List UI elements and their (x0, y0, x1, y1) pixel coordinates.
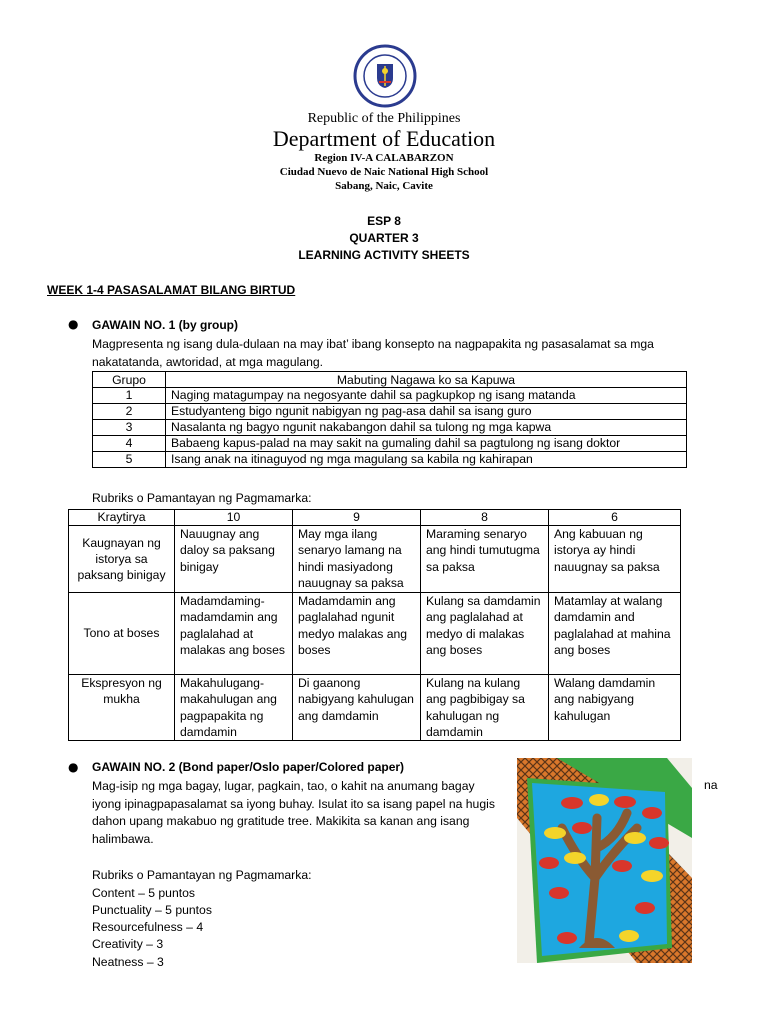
gratitude-tree-image (517, 758, 692, 963)
table-cell: Ekspresyon ng mukha (69, 675, 175, 741)
header-school: Ciudad Nuevo de Naic National High School (279, 166, 489, 178)
criteria-item: Punctuality – 5 puntos (92, 903, 212, 917)
quarter-title: QUARTER 3 (349, 231, 419, 245)
table-header-row (69, 510, 681, 526)
table-cell: 1 (93, 388, 166, 404)
grupo-table (92, 371, 687, 468)
table-header: 10 (175, 510, 293, 526)
table-cell: 4 (93, 436, 166, 452)
gawain1-description: Magpresenta ng isang dula-dulaan na may ibat’ ibang konsepto na nagpapakita ng pasasalamat sa mga nakatatanda, awtoridad, at mga magulang. (92, 337, 654, 369)
table-cell: Maraming senaryo ang hindi tumutugma sa paksa (421, 526, 549, 593)
table-cell: Nasalanta ng bagyo ngunit nakabangon dahil sa tulong ng mga kapwa (166, 420, 687, 436)
criteria-item: Creativity – 3 (92, 937, 164, 951)
table-row (93, 388, 687, 404)
table-header: 6 (549, 510, 681, 526)
table-cell: 2 (93, 404, 166, 420)
week-heading: WEEK 1-4 PASASALAMAT BILANG BIRTUD (47, 283, 296, 297)
table-cell: 5 (93, 452, 166, 468)
table-header: Mabuting Nagawa ko sa Kapuwa (166, 372, 687, 388)
header-location: Sabang, Naic, Cavite (335, 180, 433, 192)
table-cell: Kaugnayan ng istorya sa paksang binigay (69, 526, 175, 593)
table-cell: 3 (93, 420, 166, 436)
gawain2-title: GAWAIN NO. 2 (Bond paper/Oslo paper/Colored paper) (92, 760, 405, 774)
gawain2-trailing-word: na (704, 778, 718, 792)
rubric-label: Rubriks o Pamantayan ng Pagmamarka: (92, 491, 312, 505)
table-row (93, 452, 687, 468)
table-header: Grupo (93, 372, 166, 388)
table-header-row (93, 372, 687, 388)
table-cell: Ang kabuuan ng istorya ay hindi nauugnay sa paksa (549, 526, 681, 593)
header-republic: Republic of the Philippines (307, 111, 461, 126)
header-department: Department of Education (272, 126, 496, 151)
table-cell: Matamlay at walang damdamin and paglalahad at mahina ang boses (549, 593, 681, 675)
table-cell: May mga ilang senaryo lamang na hindi masiyadong nauugnay sa paksa (293, 526, 421, 593)
rubric2-label: Rubriks o Pamantayan ng Pagmamarka: (92, 868, 312, 882)
table-row (69, 675, 681, 741)
criteria-item: Neatness – 3 (92, 955, 164, 969)
criteria-item: Content – 5 puntos (92, 886, 195, 900)
table-header: Kraytirya (69, 510, 175, 526)
table-cell: Madamdaming-madamdamin ang paglalahad at malakas ang boses (175, 593, 293, 675)
bullet-icon: ● (68, 760, 79, 774)
table-cell: Naging matagumpay na negosyante dahil sa pagkupkop ng isang matanda (166, 388, 687, 404)
table-cell: Isang anak na itinaguyod ng mga magulang sa kabila ng kahirapan (166, 452, 687, 468)
table-cell: Nauugnay ang daloy sa paksang binigay (175, 526, 293, 593)
table-header: 9 (293, 510, 421, 526)
table-cell: Kulang na kulang ang pagbibigay sa kahulugan ng damdamin (421, 675, 549, 741)
table-cell: Walang damdamin ang nabigyang kahulugan (549, 675, 681, 741)
table-header: 8 (421, 510, 549, 526)
table-row (69, 593, 681, 675)
criteria-item: Resourcefulness – 4 (92, 920, 204, 934)
table-cell: Madamdamin ang paglalahad ngunit medyo malakas ang boses (293, 593, 421, 675)
bullet-icon: ● (68, 317, 79, 331)
table-cell: Kulang sa damdamin ang paglalahad at medyo di malakas ang boses (421, 593, 549, 675)
gawain2-description: Mag-isip ng mga bagay, lugar, pagkain, tao, o kahit na anumang bagay iyong ipinagpapasalamat sa iyong buhay. Isulat ito sa isang papel na hugis dahon upang makabuo ng gratitude tree. Makikita sa kanan ang isang halimbawa. (92, 779, 495, 846)
table-cell: Tono at boses (69, 593, 175, 675)
table-cell: Babaeng kapus-palad na may sakit na gumaling dahil sa pagtulong ng isang doktor (166, 436, 687, 452)
sheet-title: LEARNING ACTIVITY SHEETS (298, 248, 470, 262)
gawain1-title: GAWAIN NO. 1 (by group) (92, 318, 238, 332)
rubric-table (68, 509, 681, 741)
subject-title: ESP 8 (367, 214, 401, 228)
table-cell: Makahulugang-makahulugan ang pagpapakita ng damdamin (175, 675, 293, 741)
deped-seal (349, 44, 421, 108)
table-row (93, 436, 687, 452)
table-row (93, 420, 687, 436)
table-cell: Estudyanteng bigo ngunit nabigyan ng pag-asa dahil sa isang guro (166, 404, 687, 420)
table-row (93, 404, 687, 420)
table-cell: Di gaanong nabigyang kahulugan ang damdamin (293, 675, 421, 741)
header-region: Region IV-A CALABARZON (314, 152, 454, 164)
table-row (69, 526, 681, 593)
